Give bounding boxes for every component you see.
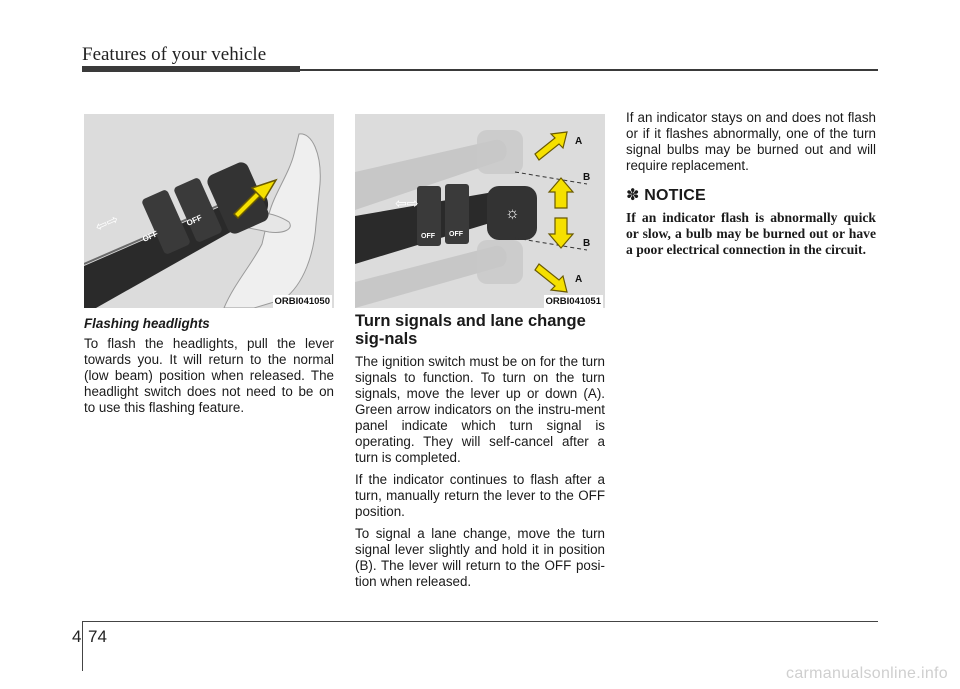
section-indicator-notice: [626, 110, 876, 264]
lever-illustration-left: [84, 114, 334, 308]
turn-arrows-icon: ⇦⇨: [92, 210, 121, 235]
label-a-top: A: [575, 136, 583, 147]
indicator-paragraph: If an indicator stays on and does not flash or if it flashes abnormally, one of the turn signal bulbs may be burned out and will require replacement.: [626, 110, 876, 173]
notice-text: If an indicator flash is abnormally quick or slow, a bulb may be burned out or have a poor electrical connection in the circuit.: [626, 210, 876, 257]
footer-rule: [82, 621, 878, 622]
notice-title: ✽ NOTICE: [626, 187, 706, 204]
flashing-headlights-paragraph: To flash the headlights, pull the lever towards you. It will return to the normal (low beam) position when released. The headlight switch does not need to be on to use this flashing feature.: [84, 336, 334, 415]
turn-signals-paragraph-1: The ignition switch must be on for the turn signals to function. To turn on the turn signals, move the lever up or down (A). Green arrow indicators on the instru-ment panel indicate which turn signal is operating. They will self-cancel after a turn is completed.: [355, 354, 605, 465]
footer-divider: [82, 621, 83, 671]
turn-signals-paragraph-3: To signal a lane change, move the turn signal lever slightly and hold it in position (B). The lever will return to the OFF posi-tion when released.: [355, 526, 605, 589]
turn-arrows-icon-middle: ⇦⇨: [395, 195, 419, 211]
footer-section-number: 4: [72, 627, 82, 646]
section-flashing-headlights: [84, 316, 334, 422]
arrow-b-up-icon: [549, 178, 573, 208]
header-title: Features of your vehicle: [82, 44, 267, 65]
lever-illustration-middle: [355, 114, 605, 308]
mid-lever-off-1: OFF: [421, 233, 435, 240]
footer-page-number: 74: [88, 627, 107, 646]
arrow-a-up-icon: [535, 132, 567, 160]
label-a-bottom: A: [575, 274, 583, 285]
label-b-top: B: [583, 172, 591, 183]
mid-lever-off-2: OFF: [449, 231, 463, 238]
left-lever-off-2: OFF: [185, 213, 204, 228]
section-turn-signals: [355, 312, 605, 596]
arrow-a-down-icon: [535, 264, 567, 292]
arrow-b-down-icon: [549, 218, 573, 248]
turn-signals-paragraph-2: If the indicator continues to flash after a turn, manually return the lever to the OFF position.: [355, 472, 605, 519]
figure-turn-signals: [355, 114, 605, 308]
headlight-icon: ☼: [505, 205, 520, 222]
watermark: carmanualsonline.info: [786, 665, 948, 682]
flashing-headlights-heading: Flashing headlights: [84, 316, 210, 331]
header-bar-thick: [82, 66, 300, 72]
figure-code-middle: ORBI041051: [545, 296, 601, 307]
figure-flashing-headlights: [84, 114, 334, 308]
header-bar-thin: [300, 69, 878, 71]
left-lever-off-1: OFF: [141, 229, 160, 244]
turn-signals-title: Turn signals and lane change sig-nals: [355, 312, 586, 348]
figure-code-left: ORBI041050: [274, 296, 330, 307]
label-b-bottom: B: [583, 238, 591, 249]
